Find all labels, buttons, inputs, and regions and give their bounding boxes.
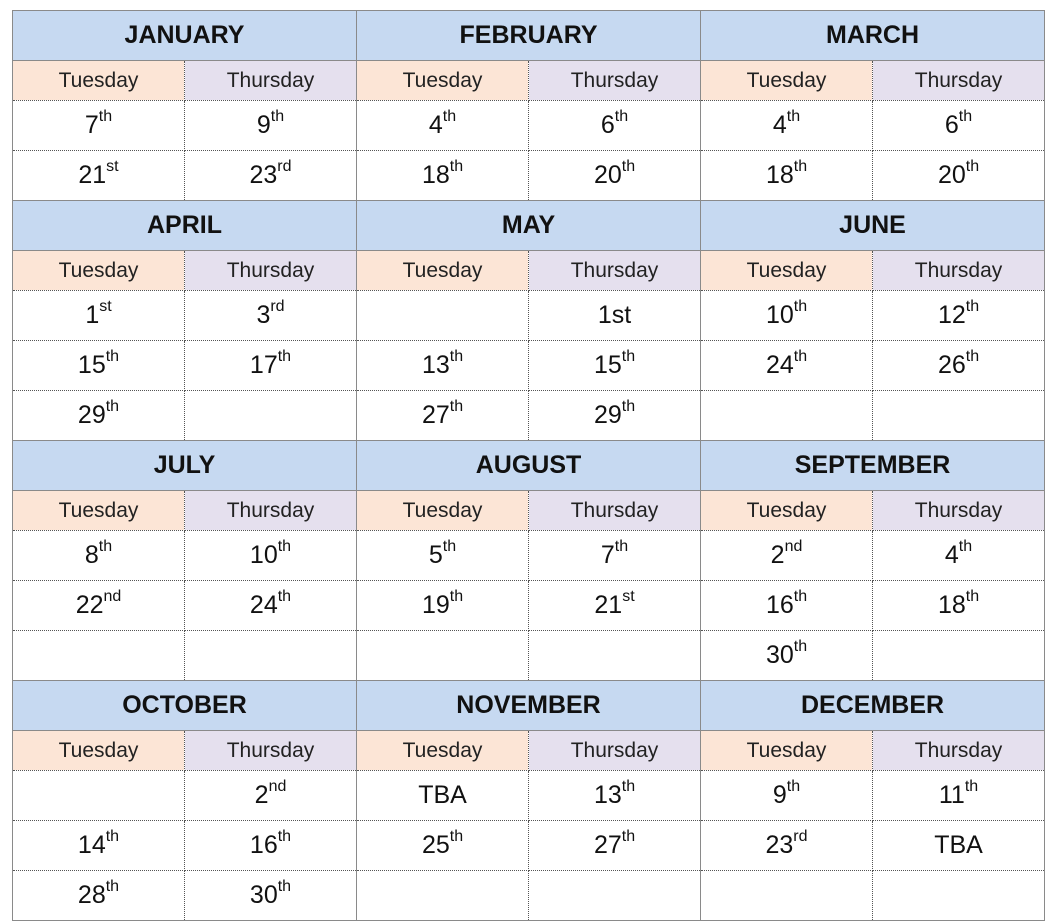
date-cell [873,101,1045,151]
thursday-column-header: Thursday [185,61,357,101]
date-cell [873,871,1045,921]
ordinal-suffix: st [106,157,119,175]
date-cell [185,291,357,341]
date-number: 15 [77,351,106,379]
ordinal-suffix: th [449,827,464,845]
ordinal-suffix: th [105,347,120,365]
date-cell [357,821,529,871]
date-number: TBA [934,831,983,859]
date-number: 6 [944,111,959,139]
date-number: 21 [594,591,623,619]
date-cell [873,581,1045,631]
month-title: SEPTEMBER [701,441,1045,491]
tuesday-column-header: Tuesday [701,491,873,531]
date-number: 30 [765,641,794,669]
ordinal-suffix: th [277,827,292,845]
date-number: 9 [256,111,271,139]
ordinal-suffix: th [614,537,629,555]
weekday-header-row [13,731,1045,771]
date-number: 13 [421,351,450,379]
ordinal-suffix: th [614,107,629,125]
date-cell [357,581,529,631]
weekday-header-row [13,61,1045,101]
date-cell [873,151,1045,201]
date-cell [873,341,1045,391]
date-cell [701,531,873,581]
date-cell [185,821,357,871]
date-number: 6 [600,111,615,139]
date-number: 19 [421,591,450,619]
date-cell [357,391,529,441]
ordinal-suffix: nd [784,537,803,555]
date-row [13,341,1045,391]
date-number: 7 [84,111,99,139]
ordinal-suffix: th [793,587,808,605]
ordinal-suffix: th [98,537,113,555]
date-number: 16 [765,591,794,619]
date-number: 29 [593,401,622,429]
date-number: 13 [593,781,622,809]
ordinal-suffix: th [105,397,120,415]
date-number: 1 [85,301,100,329]
date-row [13,291,1045,341]
date-cell [13,771,185,821]
ordinal-suffix: nd [268,777,287,795]
ordinal-suffix: th [449,587,464,605]
date-cell [701,821,873,871]
ordinal-suffix: th [964,777,979,795]
schedule-calendar-table [12,10,1045,921]
date-number: 18 [937,591,966,619]
ordinal-suffix: th [786,777,801,795]
date-cell [529,101,701,151]
date-cell [529,531,701,581]
ordinal-suffix: th [621,157,636,175]
date-cell [873,291,1045,341]
month-title: JANUARY [13,11,357,61]
ordinal-suffix: th [621,347,636,365]
ordinal-suffix: th [105,827,120,845]
date-cell [357,771,529,821]
ordinal-suffix: th [965,347,980,365]
date-cell [873,821,1045,871]
ordinal-suffix: th [449,347,464,365]
ordinal-suffix: th [449,157,464,175]
date-cell [185,631,357,681]
date-row [13,821,1045,871]
ordinal-suffix: th [277,347,292,365]
date-number: 28 [77,881,106,909]
date-cell [529,151,701,201]
date-number: 25 [421,831,450,859]
tuesday-column-header: Tuesday [13,61,185,101]
tuesday-column-header: Tuesday [357,61,529,101]
date-number: 9 [772,781,787,809]
ordinal-suffix: th [105,877,120,895]
date-cell [701,101,873,151]
date-number: 3 [256,301,271,329]
tuesday-column-header: Tuesday [701,731,873,771]
date-number: 12 [937,301,966,329]
ordinal-suffix: th [621,397,636,415]
date-row [13,771,1045,821]
date-cell [13,531,185,581]
date-cell [13,391,185,441]
date-cell [529,341,701,391]
ordinal-suffix: st [99,297,112,315]
ordinal-suffix: th [98,107,113,125]
thursday-column-header: Thursday [873,251,1045,291]
tuesday-column-header: Tuesday [13,491,185,531]
month-title: APRIL [13,201,357,251]
date-cell [185,771,357,821]
date-number: 16 [249,831,278,859]
date-cell [873,391,1045,441]
date-number: 23 [249,161,278,189]
date-cell [529,581,701,631]
date-cell [529,631,701,681]
date-row [13,391,1045,441]
date-number: 20 [593,161,622,189]
date-number: 27 [593,831,622,859]
date-cell [13,821,185,871]
date-number: 22 [75,591,104,619]
date-number: 24 [249,591,278,619]
date-number: 17 [249,351,278,379]
ordinal-suffix: st [622,587,635,605]
ordinal-suffix: th [793,157,808,175]
ordinal-suffix: th [449,397,464,415]
date-number: 8 [84,541,99,569]
ordinal-suffix: th [965,297,980,315]
date-number: 20 [937,161,966,189]
date-cell [13,101,185,151]
month-title: AUGUST [357,441,701,491]
ordinal-suffix: rd [270,297,285,315]
date-cell [873,771,1045,821]
date-number: 4 [428,111,443,139]
date-number: 2 [254,781,269,809]
date-number: 24 [765,351,794,379]
ordinal-suffix: th [965,157,980,175]
month-title: JUNE [701,201,1045,251]
month-title: MAY [357,201,701,251]
date-cell [185,871,357,921]
thursday-column-header: Thursday [529,491,701,531]
tuesday-column-header: Tuesday [701,251,873,291]
ordinal-suffix: th [965,587,980,605]
thursday-column-header: Thursday [529,251,701,291]
date-cell [13,341,185,391]
month-header-row [13,11,1045,61]
ordinal-suffix: th [793,297,808,315]
date-cell [529,771,701,821]
ordinal-suffix: th [958,537,973,555]
date-cell [13,291,185,341]
ordinal-suffix: th [786,107,801,125]
date-number: 4 [944,541,959,569]
thursday-column-header: Thursday [873,61,1045,101]
date-cell [701,291,873,341]
date-number: 18 [421,161,450,189]
date-cell [357,101,529,151]
thursday-column-header: Thursday [185,251,357,291]
ordinal-suffix: rd [793,827,808,845]
ordinal-suffix: th [270,107,285,125]
date-cell [185,581,357,631]
date-row [13,631,1045,681]
date-cell [13,581,185,631]
date-cell [357,341,529,391]
date-cell [185,101,357,151]
date-cell [701,341,873,391]
ordinal-suffix: th [958,107,973,125]
month-title: MARCH [701,11,1045,61]
tuesday-column-header: Tuesday [701,61,873,101]
date-cell [357,291,529,341]
tuesday-column-header: Tuesday [13,731,185,771]
date-row [13,101,1045,151]
date-cell [529,391,701,441]
date-cell [357,531,529,581]
date-cell [701,771,873,821]
date-cell [185,151,357,201]
date-row [13,531,1045,581]
tuesday-column-header: Tuesday [357,491,529,531]
date-row [13,581,1045,631]
date-number: 5 [428,541,443,569]
ordinal-suffix: th [277,877,292,895]
date-number: 23 [765,831,794,859]
date-cell [357,151,529,201]
tuesday-column-header: Tuesday [357,251,529,291]
ordinal-suffix: th [277,587,292,605]
date-number: 14 [77,831,106,859]
thursday-column-header: Thursday [873,731,1045,771]
date-cell [357,871,529,921]
thursday-column-header: Thursday [185,491,357,531]
date-cell [873,531,1045,581]
date-cell [529,821,701,871]
thursday-column-header: Thursday [529,61,701,101]
date-cell [13,631,185,681]
date-number: 30 [249,881,278,909]
date-cell [701,871,873,921]
date-cell [13,151,185,201]
ordinal-suffix: th [793,637,808,655]
date-cell [185,341,357,391]
date-cell [529,871,701,921]
ordinal-suffix: nd [103,587,122,605]
date-number: 15 [593,351,622,379]
tuesday-column-header: Tuesday [13,251,185,291]
ordinal-suffix: rd [277,157,292,175]
date-number: 10 [249,541,278,569]
date-number: 11 [938,781,965,809]
weekday-header-row [13,251,1045,291]
date-cell [185,531,357,581]
date-number: 27 [421,401,450,429]
date-cell [701,151,873,201]
ordinal-suffix: th [442,537,457,555]
date-number: 1st [597,301,632,329]
date-number: 18 [765,161,794,189]
date-row [13,151,1045,201]
thursday-column-header: Thursday [873,491,1045,531]
thursday-column-header: Thursday [529,731,701,771]
ordinal-suffix: th [793,347,808,365]
month-title: FEBRUARY [357,11,701,61]
date-number: 4 [772,111,787,139]
month-title: JULY [13,441,357,491]
date-row [13,871,1045,921]
date-number: TBA [418,781,467,809]
weekday-header-row [13,491,1045,531]
date-number: 29 [77,401,106,429]
ordinal-suffix: th [277,537,292,555]
date-number: 10 [765,301,794,329]
month-title: NOVEMBER [357,681,701,731]
date-cell [529,291,701,341]
date-cell [873,631,1045,681]
date-number: 7 [600,541,615,569]
month-header-row [13,681,1045,731]
month-title: OCTOBER [13,681,357,731]
ordinal-suffix: th [621,827,636,845]
month-header-row [13,201,1045,251]
date-cell [357,631,529,681]
month-title: DECEMBER [701,681,1045,731]
date-cell [701,631,873,681]
tuesday-column-header: Tuesday [357,731,529,771]
ordinal-suffix: th [621,777,636,795]
thursday-column-header: Thursday [185,731,357,771]
date-cell [185,391,357,441]
date-number: 26 [937,351,966,379]
date-cell [701,581,873,631]
date-number: 2 [770,541,785,569]
date-cell [701,391,873,441]
ordinal-suffix: th [442,107,457,125]
date-number: 21 [78,161,107,189]
month-header-row [13,441,1045,491]
date-cell [13,871,185,921]
